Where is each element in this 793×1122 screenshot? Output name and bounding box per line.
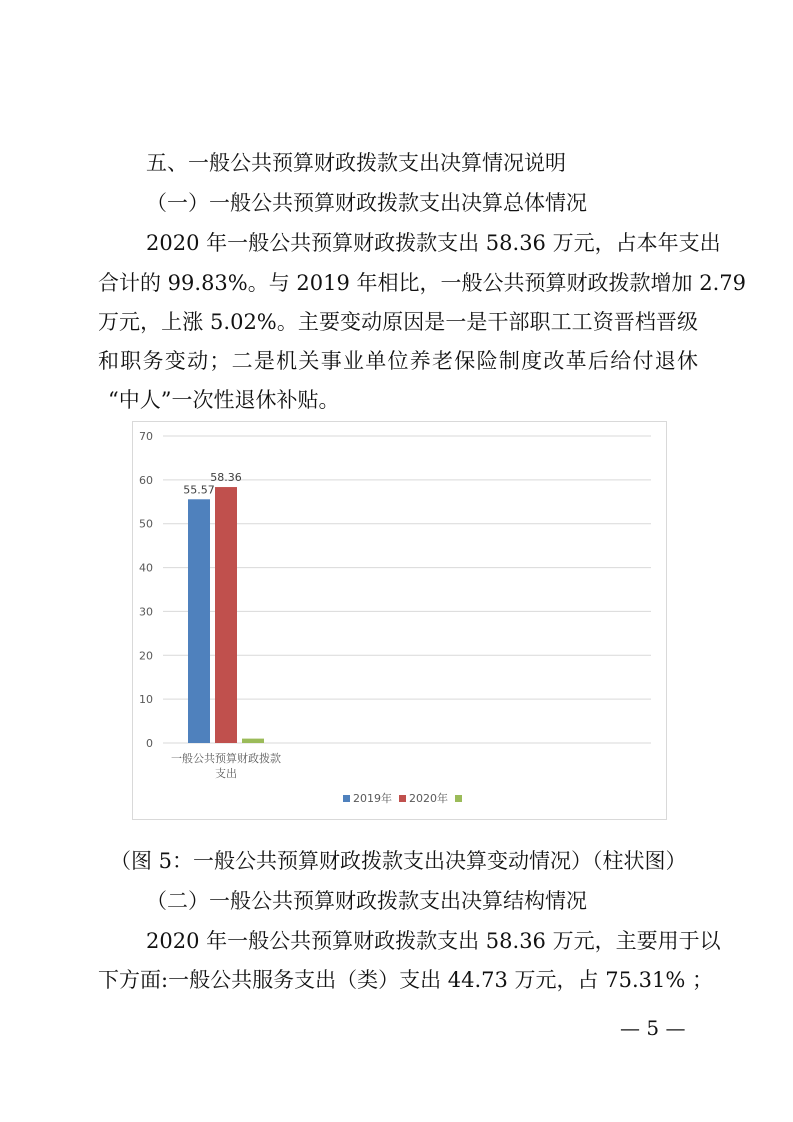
legend-label: 2020年: [409, 792, 448, 805]
y-tick-label: 50: [139, 517, 153, 531]
x-category-label: 一般公共预算财政拨款: [171, 752, 281, 765]
figure-caption: （图 5：一般公共预算财政拨款支出决算变动情况）（柱状图）: [110, 849, 687, 873]
x-category-label: 支出: [215, 767, 237, 780]
legend-swatch: [343, 795, 350, 802]
data-label: 58.36: [210, 471, 242, 485]
bar-chart: [132, 421, 667, 820]
y-tick-label: 10: [139, 693, 153, 707]
y-tick-label: 60: [139, 473, 153, 487]
y-tick-label: 70: [139, 430, 153, 443]
para1-line-4: 和职务变动；二是机关事业单位养老保险制度改革后给付退休: [98, 349, 698, 373]
page-number: — 5 —: [620, 1016, 686, 1040]
bar-2019年: [188, 499, 210, 743]
y-tick-label: 20: [139, 649, 153, 663]
legend-swatch: [455, 795, 462, 802]
subheading-2: （二）一般公共预算财政拨款支出决算结构情况: [146, 889, 587, 913]
legend-swatch: [399, 795, 406, 802]
subheading-1: （一）一般公共预算财政拨款支出决算总体情况: [146, 191, 587, 215]
data-label: 55.57: [183, 483, 215, 497]
para2-line-2: 下方面:一般公共服务支出（类）支出 44.73 万元，占 75.31% ；: [98, 968, 713, 992]
y-tick-label: 30: [139, 605, 153, 619]
chart-svg: [133, 422, 666, 819]
legend-label: 2019年: [353, 792, 392, 805]
bar-series-2: [242, 739, 264, 743]
bar-2020年: [215, 487, 237, 743]
para1-line-1: 2020 年一般公共预算财政拨款支出 58.36 万元，占本年支出: [146, 231, 721, 255]
para1-line-3: 万元，上涨 5.02%。主要变动原因是一是干部职工工资晋档晋级: [98, 310, 698, 334]
para1-line-2: 合计的 99.83%。与 2019 年相比，一般公共预算财政拨款增加 2.79: [98, 271, 746, 295]
para2-line-1: 2020 年一般公共预算财政拨款支出 58.36 万元，主要用于以: [146, 929, 721, 953]
section-heading: 五、一般公共预算财政拨款支出决算情况说明: [146, 151, 566, 175]
para1-line-5: “中人”一次性退休补贴。: [108, 388, 340, 412]
y-tick-label: 40: [139, 561, 153, 575]
y-tick-label: 0: [146, 737, 153, 750]
